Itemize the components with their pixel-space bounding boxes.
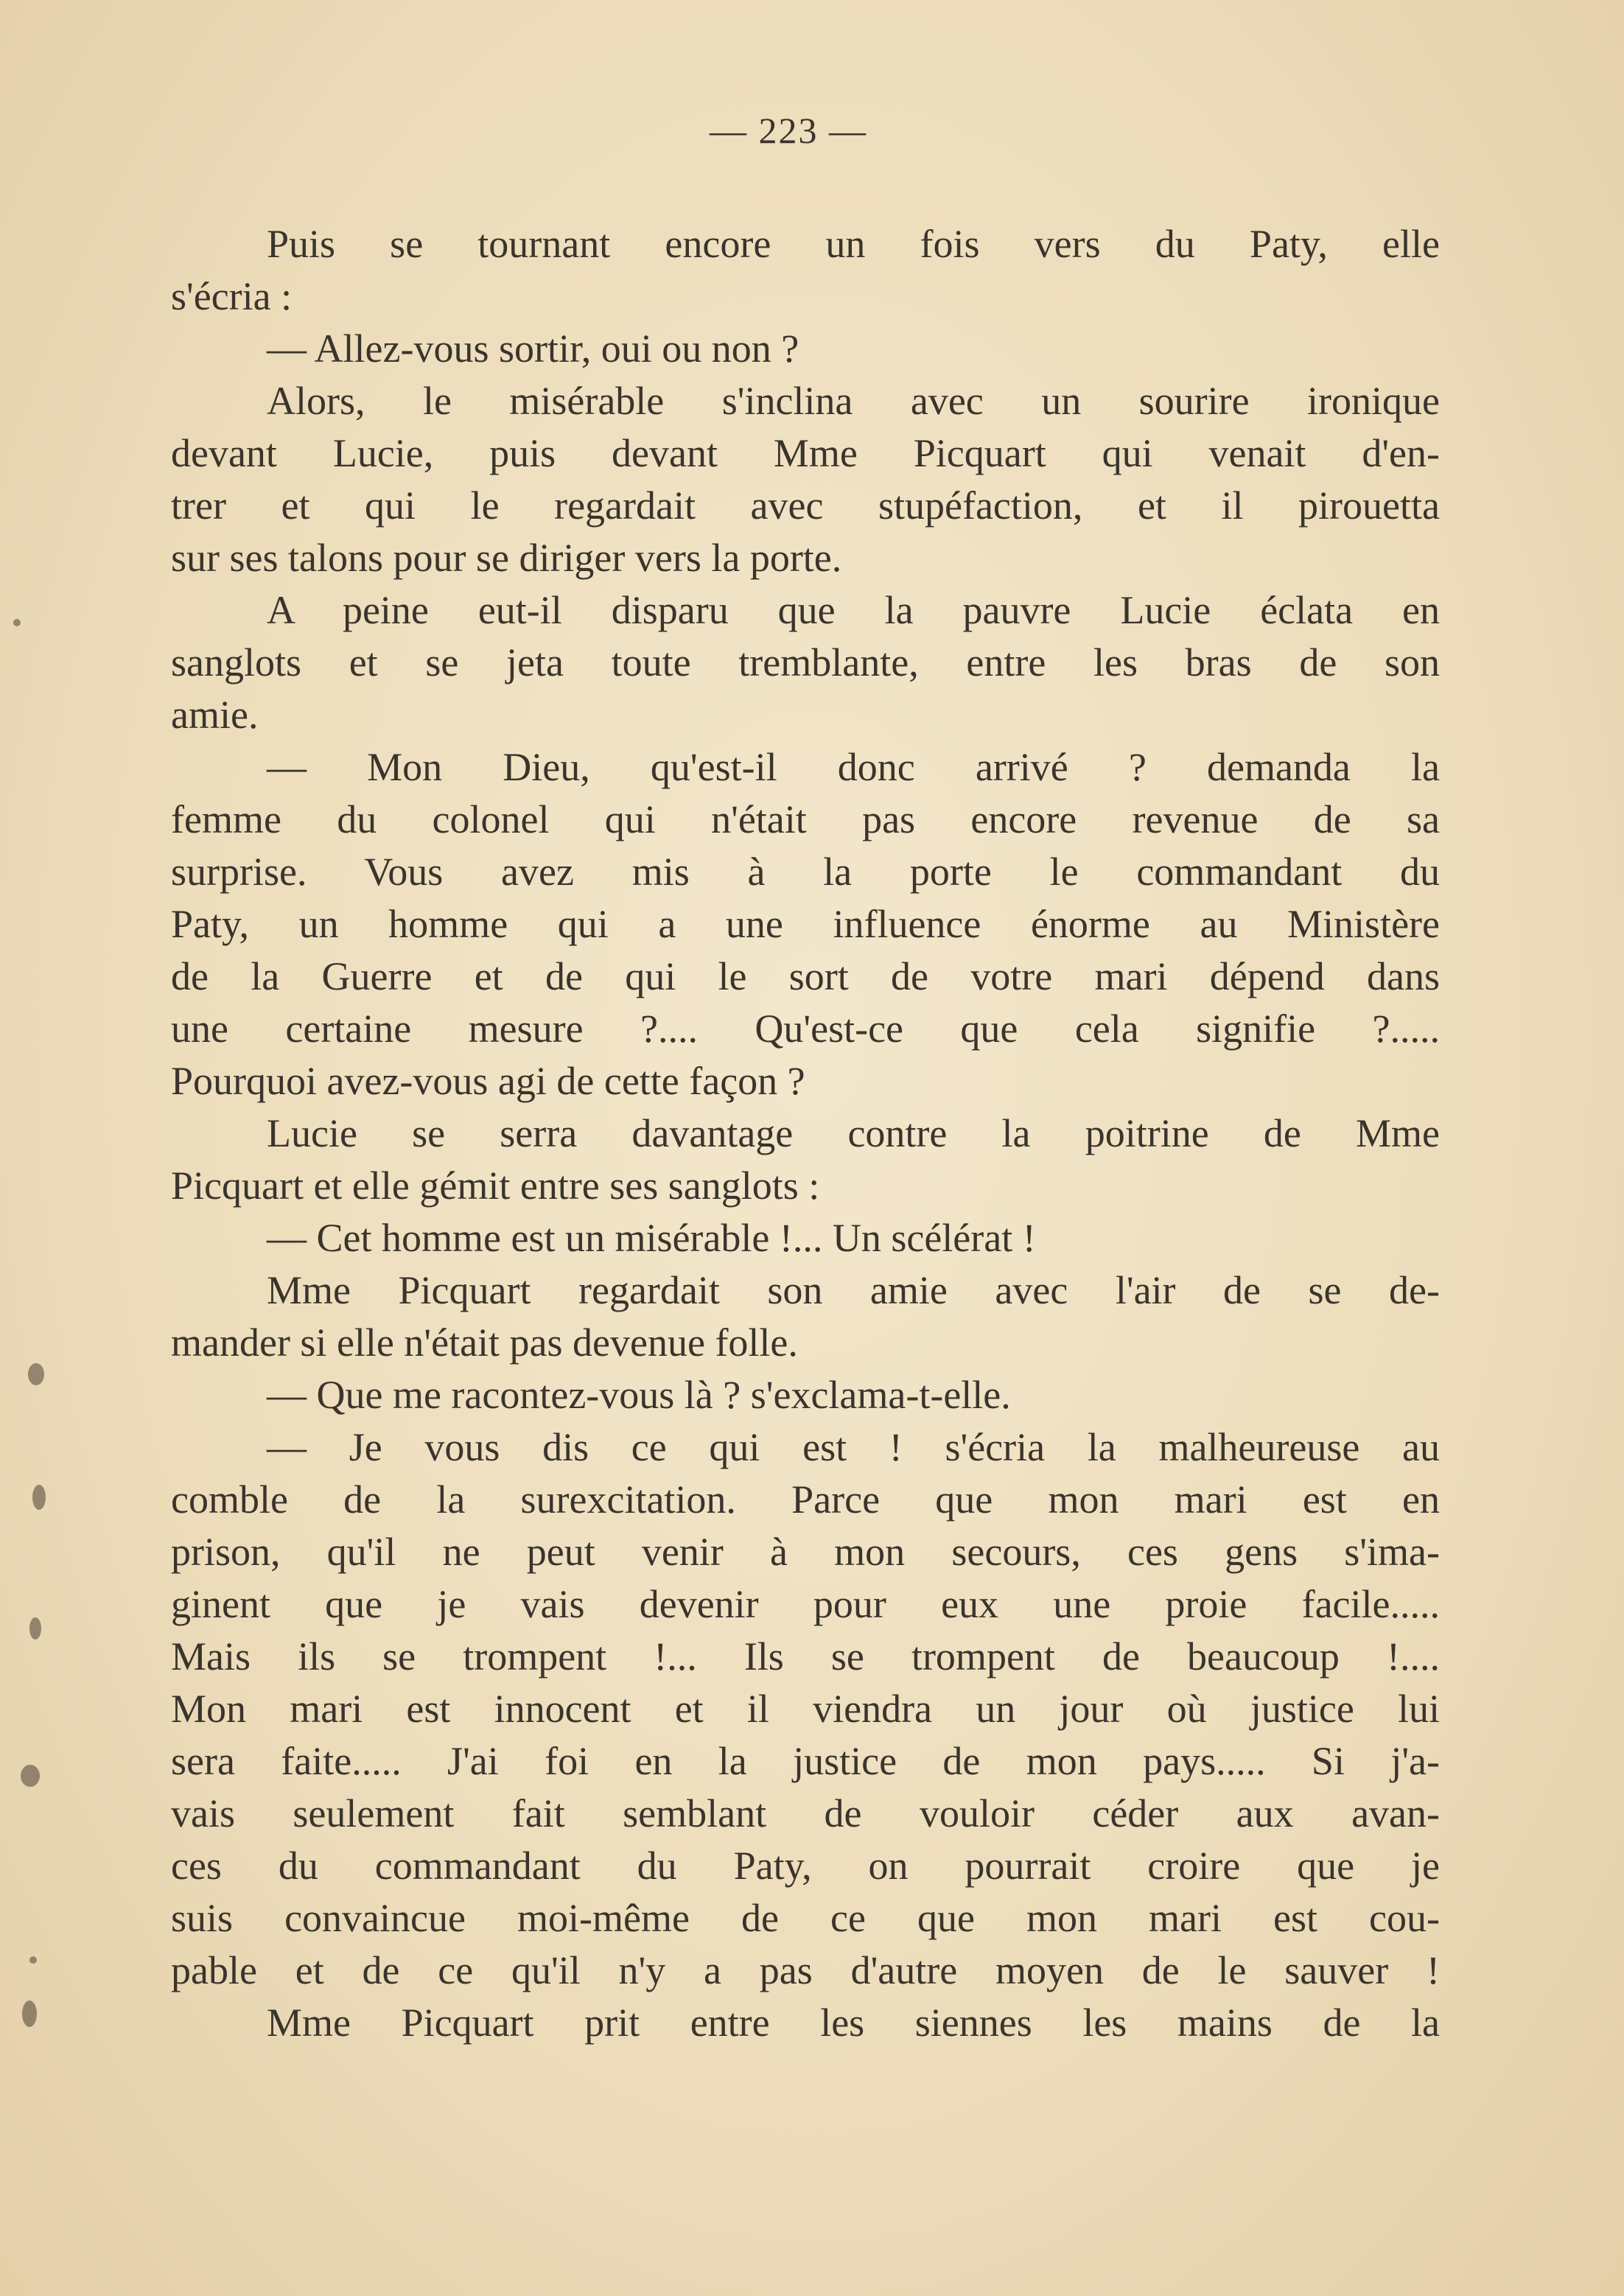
text-line: surprise. Vous avez mis à la porte le commandant du bbox=[171, 850, 1440, 894]
text-line: s'écria : bbox=[171, 274, 293, 318]
text-line: — Que me racontez-vous là ? s'exclama-t-elle. bbox=[267, 1373, 1011, 1417]
text-line: Pourquoi avez-vous agi de cette façon ? bbox=[171, 1059, 805, 1103]
text-line: une certaine mesure ?.... Qu'est-ce que cela signifie ?..... bbox=[171, 1007, 1440, 1051]
text-line: comble de la surexcitation. Parce que mon mari est en bbox=[171, 1477, 1440, 1522]
text-line: Mme Picquart regardait son amie avec l'air de se de- bbox=[267, 1268, 1440, 1312]
text-line: — Allez-vous sortir, oui ou non ? bbox=[267, 326, 799, 371]
paper-speck bbox=[13, 619, 21, 626]
text-line: sanglots et se jeta toute tremblante, entre les bras de son bbox=[171, 640, 1440, 685]
text-line: pable et de ce qu'il n'y a pas d'autre moyen de le sauver ! bbox=[171, 1948, 1440, 1992]
paper-speck bbox=[21, 1765, 40, 1787]
text-line: mander si elle n'était pas devenue folle. bbox=[171, 1320, 798, 1365]
text-line: amie. bbox=[171, 693, 259, 737]
page-number: — 223 — bbox=[710, 110, 867, 151]
text-line: suis convaincue moi-même de ce que mon mari est cou- bbox=[171, 1896, 1440, 1940]
text-line: de la Guerre et de qui le sort de votre mari dépend dans bbox=[171, 954, 1440, 998]
text-line: Lucie se serra davantage contre la poitrine de Mme bbox=[267, 1111, 1440, 1155]
text-line: Mais ils se trompent !... Ils se trompent de beaucoup !.... bbox=[171, 1634, 1440, 1679]
text-line: femme du colonel qui n'était pas encore revenue de sa bbox=[171, 797, 1440, 841]
paper-speck bbox=[32, 1485, 46, 1510]
text-line: Mon mari est innocent et il viendra un jour où justice lui bbox=[171, 1687, 1440, 1731]
text-line: Puis se tournant encore un fois vers du Paty, elle bbox=[267, 222, 1440, 266]
text-line: Mme Picquart prit entre les siennes les mains de la bbox=[267, 2001, 1440, 2045]
text-line: prison, qu'il ne peut venir à mon secours, ces gens s'ima- bbox=[171, 1530, 1440, 1574]
paper-speck bbox=[29, 1956, 37, 1964]
text-line: — Mon Dieu, qu'est-il donc arrivé ? demanda la bbox=[267, 745, 1440, 789]
text-line: — Je vous dis ce qui est ! s'écria la malheureuse au bbox=[267, 1425, 1440, 1469]
text-line: — Cet homme est un misérable !... Un scélérat ! bbox=[267, 1216, 1036, 1260]
paper-speck bbox=[28, 1363, 44, 1385]
paper-speck bbox=[29, 1617, 41, 1639]
text-line: A peine eut-il disparu que la pauvre Lucie éclata en bbox=[267, 588, 1440, 632]
text-line: Alors, le misérable s'inclina avec un sourire ironique bbox=[267, 379, 1440, 423]
text-line: Paty, un homme qui a une influence énorme au Ministère bbox=[171, 902, 1440, 946]
text-line: sur ses talons pour se diriger vers la porte. bbox=[171, 536, 842, 580]
paper-speck bbox=[22, 2001, 37, 2027]
body-text bbox=[171, 218, 1440, 2049]
text-line: vais seulement fait semblant de vouloir céder aux avan- bbox=[171, 1791, 1440, 1835]
text-line: sera faite..... J'ai foi en la justice de mon pays..... Si j'a- bbox=[171, 1739, 1440, 1783]
text-line: Picquart et elle gémit entre ses sanglots : bbox=[171, 1163, 820, 1208]
text-line: ces du commandant du Paty, on pourrait croire que je bbox=[171, 1844, 1440, 1888]
text-line: ginent que je vais devenir pour eux une proie facile..... bbox=[171, 1582, 1440, 1626]
text-line: trer et qui le regardait avec stupéfaction, et il pirouetta bbox=[171, 483, 1440, 528]
text-line: devant Lucie, puis devant Mme Picquart qui venait d'en- bbox=[171, 431, 1440, 475]
